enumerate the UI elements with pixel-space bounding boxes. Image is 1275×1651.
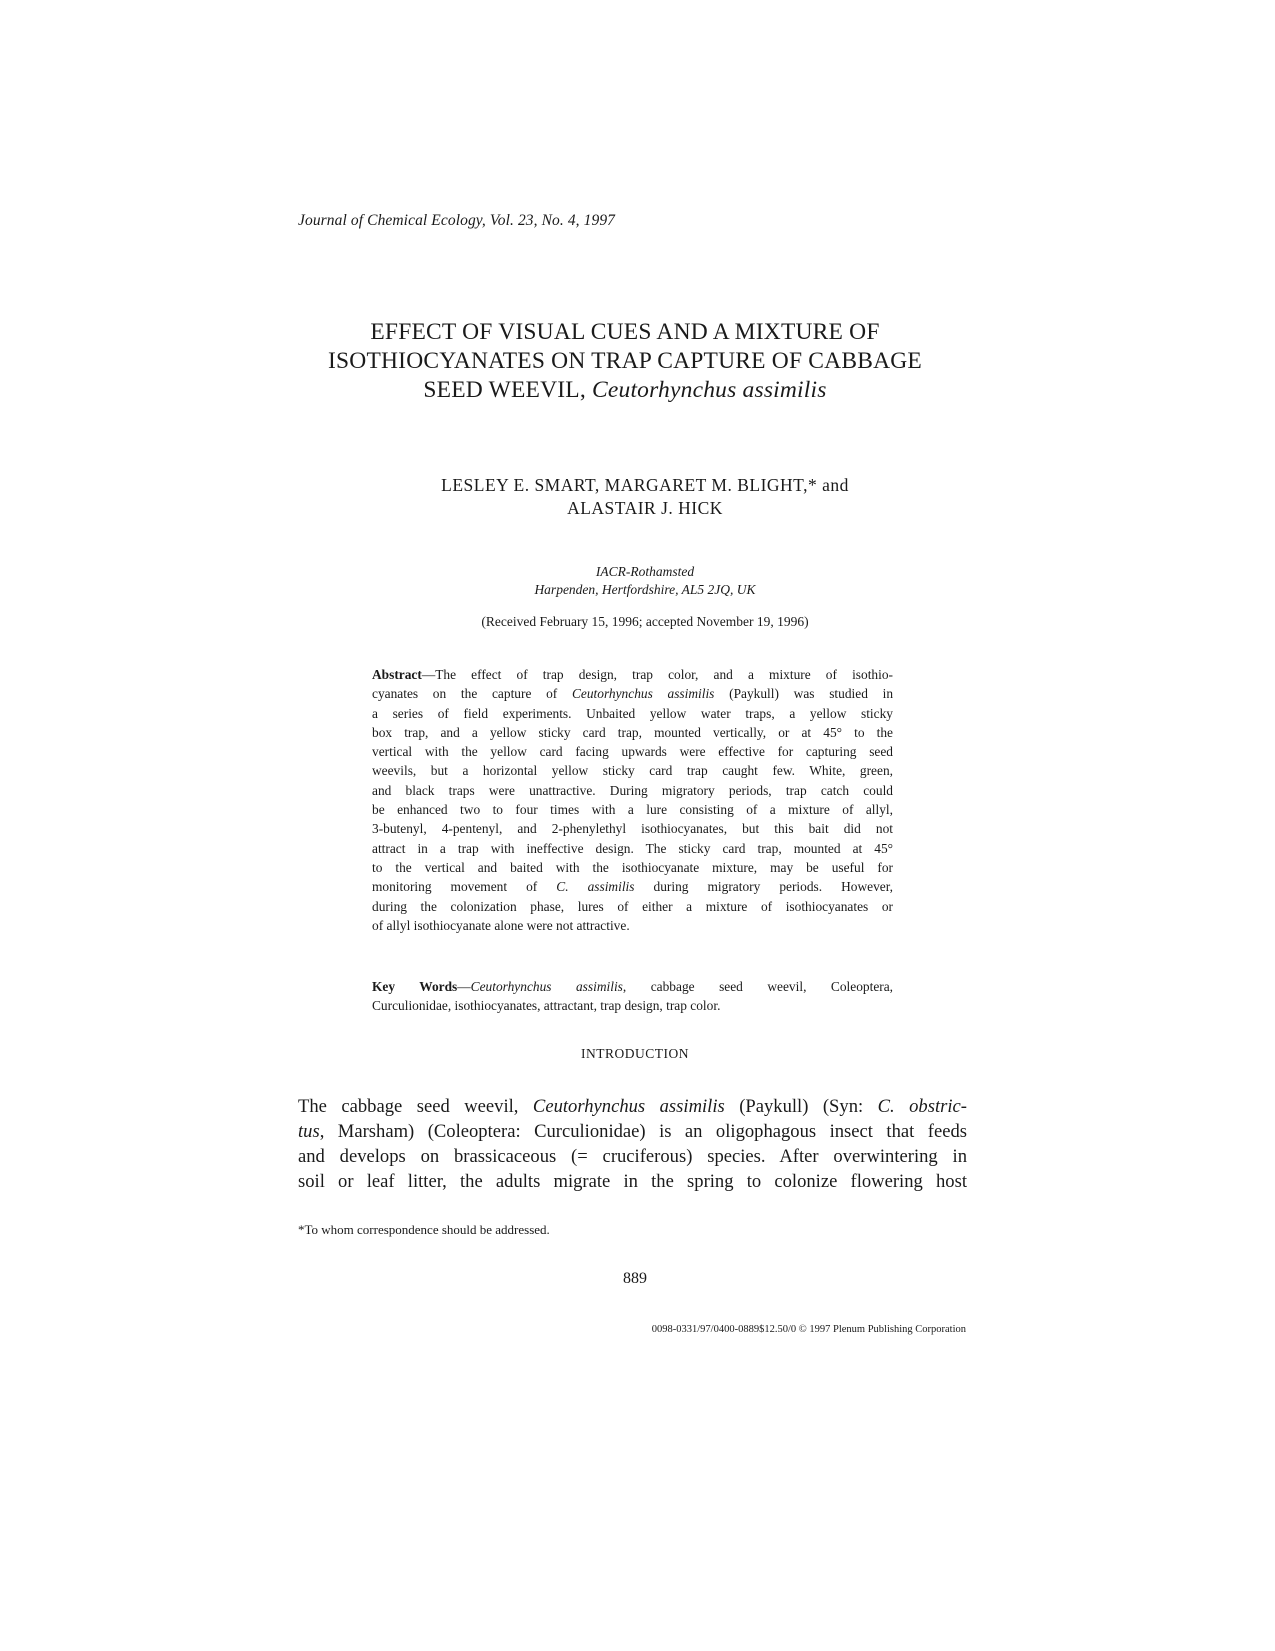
- abstract-line: box trap, and a yellow sticky card trap, mounted vertically, or at 45° to the: [372, 724, 893, 740]
- abstract-line: during the colonization phase, lures of either a mixture of isothiocyanates or: [372, 898, 893, 914]
- abstract-line: be enhanced two to four times with a lure consisting of a mixture of allyl,: [372, 802, 893, 818]
- keywords-line-2: Curculionidae, isothiocyanates, attractant, trap design, trap color.: [372, 998, 721, 1014]
- affiliation: [400, 563, 890, 599]
- copyright-line: 0098-0331/97/0400-0889$12.50/0 © 1997 Plenum Publishing Corporation: [651, 1324, 966, 1335]
- key-words: [372, 977, 893, 1016]
- author-list: [330, 474, 960, 520]
- abstract-line: and black traps were unattractive. During migratory periods, trap catch could: [372, 782, 893, 798]
- correspondence-footnote: *To whom correspondence should be addressed.: [298, 1222, 550, 1237]
- title-line-3: [280, 376, 970, 405]
- title-line-3-prefix: SEED WEEVIL,: [423, 377, 592, 403]
- body-line: The cabbage seed weevil, Ceutorhynchus assimilis (Paykull) (Syn: C. obstric-: [298, 1096, 967, 1117]
- abstract-line: a series of field experiments. Unbaited yellow water traps, a yellow sticky: [372, 705, 893, 721]
- abstract-line: monitoring movement of C. assimilis during migratory periods. However,: [372, 879, 893, 895]
- keywords-line-1-text: —Ceutorhynchus assimilis, cabbage seed weevil, Coleoptera,: [457, 979, 894, 994]
- abstract-label: Abstract: [372, 667, 422, 682]
- abstract-line: to the vertical and baited with the isothiocyanate mixture, may be useful for: [372, 859, 893, 875]
- section-heading-introduction: INTRODUCTION: [581, 1046, 689, 1061]
- abstract-line: [372, 665, 893, 684]
- affiliation-address: Harpenden, Hertfordshire, AL5 2JQ, UK: [534, 582, 756, 597]
- received-dates: (Received February 15, 1996; accepted November 19, 1996): [481, 614, 809, 629]
- abstract-line: attract in a trap with ineffective design. The sticky card trap, mounted at 45°: [372, 840, 893, 856]
- body-line: and develops on brassicaceous (= cruciferous) species. After overwintering in: [298, 1146, 967, 1167]
- authors-line-1: LESLEY E. SMART, MARGARET M. BLIGHT,* and: [441, 475, 849, 495]
- affiliation-institution: IACR-Rothamsted: [595, 564, 695, 579]
- body-line: tus, Marsham) (Coleoptera: Curculionidae) is an oligophagous insect that feeds: [298, 1121, 967, 1142]
- abstract-line: weevils, but a horizontal yellow sticky card trap caught few. White, green,: [372, 763, 893, 779]
- title-line-1: EFFECT OF VISUAL CUES AND A MIXTURE OF: [370, 319, 880, 345]
- body-line: soil or leaf litter, the adults migrate in the spring to colonize flowering host: [298, 1171, 967, 1192]
- abstract-line: of allyl isothiocyanate alone were not attractive.: [372, 917, 630, 933]
- abstract-line: vertical with the yellow card facing upwards were effective for capturing seed: [372, 744, 893, 760]
- keywords-line-1: [372, 977, 893, 996]
- introduction-body: [298, 1094, 967, 1194]
- authors-line-2: ALASTAIR J. HICK: [567, 498, 723, 518]
- page-number: 889: [623, 1270, 647, 1287]
- keywords-label: Key Words: [372, 979, 458, 994]
- title-line-2: ISOTHIOCYANATES ON TRAP CAPTURE OF CABBAGE: [327, 348, 922, 374]
- journal-citation: Journal of Chemical Ecology, Vol. 23, No. 4, 1997: [298, 212, 616, 229]
- article-title: [280, 318, 970, 405]
- title-species-name: Ceutorhynchus assimilis: [591, 377, 827, 403]
- abstract-line: 3-butenyl, 4-pentenyl, and 2-phenylethyl isothiocyanates, but this bait did not: [372, 821, 893, 837]
- abstract: [372, 665, 893, 935]
- abstract-line-text: —The effect of trap design, trap color, and a mixture of isothio-: [421, 667, 893, 682]
- abstract-line: cyanates on the capture of Ceutorhynchus assimilis (Paykull) was studied in: [372, 686, 894, 702]
